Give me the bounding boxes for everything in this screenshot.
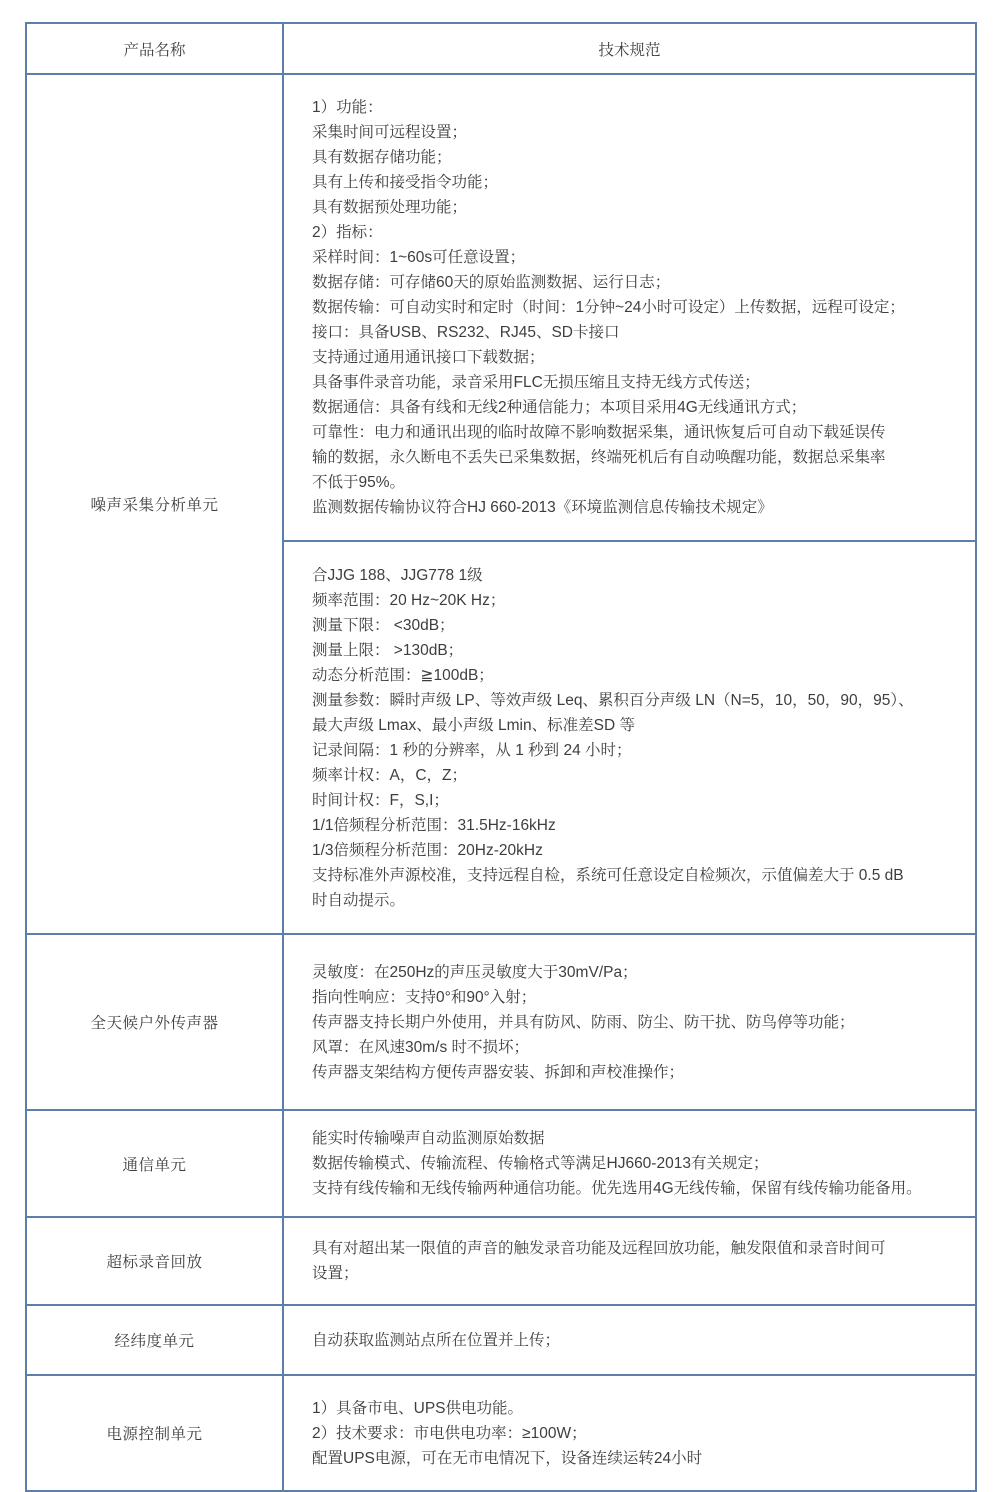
spec-text-line: 能实时传输噪声自动监测原始数据 [312,1130,545,1147]
spec-text-line: 1/1倍频程分析范围：31.5Hz-16kHz [312,816,556,834]
spec-text-line: 记录间隔：1 秒的分辨率，从 1 秒到 24 小时； [312,741,632,759]
spec-text-line: 时间计权：F，S,I； [312,791,449,809]
spec-text-line: 传声器支架结构方便传声器安装、拆卸和声校准操作； [312,1063,685,1081]
spec-text-line: 传声器支持长期户外使用，并具有防风、防雨、防尘、防干扰、防鸟停等功能； [312,1013,855,1031]
spec-text-line: 监测数据传输协议符合HJ 660-2013《环境监测信息传输技术规定》 [312,499,773,516]
table-row [26,1375,976,1491]
spec-text-line: 测量参数：瞬时声级 LP、等效声级 Leq、累积百分声级 LN（N=5，10，50，90，95）、 [312,691,914,709]
spec-text-line: 数据通信：具备有线和无线2种通信能力；本项目采用4G无线通讯方式； [312,399,807,416]
product-name-latlong-unit: 经纬度单元 [26,1305,283,1375]
header-tech-spec: 技术规范 [283,23,976,74]
spec-text-line: 设置； [312,1265,359,1282]
product-name-recording-playback: 超标录音回放 [26,1217,283,1305]
spec-cell-outdoor-microphone [283,934,976,1110]
product-name-power-control-unit: 电源控制单元 [26,1375,283,1491]
table-row [26,1305,976,1375]
spec-text-line: 输的数据，永久断电不丢失已采集数据，终端死机后有自动唤醒功能，数据总采集率 [312,449,886,466]
spec-cell-recording-playback [283,1217,976,1305]
table-row [26,1110,976,1217]
table-row [26,934,976,1110]
spec-text-line: 测量下限： <30dB； [312,616,455,634]
spec-text-line: 2）技术要求：市电供电功率：≥100W； [312,1424,587,1442]
spec-text-line: 最大声级 Lmax、最小声级 Lmin、标准差SD 等 [312,716,635,734]
spec-text-line: 灵敏度：在250Hz的声压灵敏度大于30mV/Pa； [312,963,638,981]
spec-text-line: 测量上限： >130dB； [312,641,464,659]
spec-text-line: 1）功能： [312,99,383,116]
spec-text-line: 采样时间：1~60s可任意设置； [312,249,526,266]
spec-text-line: 具有数据预处理功能； [312,199,468,216]
spec-text-line: 接口：具备USB、RS232、RJ45、SD卡接口 [312,324,620,341]
spec-cell-noise-unit-functions [283,74,976,541]
spec-text-line: 采集时间可远程设置； [312,124,468,141]
spec-text-line: 具有上传和接受指令功能； [312,174,499,191]
spec-cell-latlong-unit [283,1305,976,1375]
table-row [26,74,976,541]
spec-text-line: 具有数据存储功能； [312,149,452,166]
spec-text-line: 支持有线传输和无线传输两种通信功能。优先选用4G无线传输，保留有线传输功能备用。 [312,1180,922,1197]
spec-text-line: 可靠性：电力和通讯出现的临时故障不影响数据采集，通讯恢复后可自动下载延误传 [312,424,886,441]
spec-text-line: 风罩：在风速30m/s 时不损坏； [312,1038,530,1056]
spec-cell-power-control-unit [283,1375,976,1491]
spec-text-line: 具有对超出某一限值的声音的触发录音功能及远程回放功能，触发限值和录音时间可 [312,1240,886,1257]
spec-text-line: 频率范围：20 Hz~20K Hz； [312,591,506,609]
spec-text-line: 数据传输：可自动实时和定时（时间：1分钟~24小时可设定）上传数据，远程可设定； [312,299,905,316]
spec-text-line: 支持标准外声源校准，支持远程自检，系统可任意设定自检频次，示值偏差大于 0.5 dB [312,866,904,884]
spec-text-line: 2）指标： [312,224,383,241]
header-product-name: 产品名称 [26,23,283,74]
spec-text-line: 1）具备市电、UPS供电功能。 [312,1399,523,1417]
spec-table [25,22,977,1492]
spec-text-line: 数据存储：可存储60天的原始监测数据、运行日志； [312,274,671,291]
spec-text-line: 动态分析范围：≧100dB； [312,666,494,684]
product-name-noise-unit: 噪声采集分析单元 [26,74,283,934]
spec-text-line: 合JJG 188、JJG778 1级 [312,566,483,584]
table-header-row [26,23,976,74]
spec-cell-noise-unit-metrics [283,541,976,934]
spec-text-line: 自动获取监测站点所在位置并上传； [312,1331,561,1349]
product-name-communication-unit: 通信单元 [26,1110,283,1217]
spec-text-line: 1/3倍频程分析范围：20Hz-20kHz [312,841,543,859]
spec-text-line: 支持通过通用通讯接口下载数据； [312,349,545,366]
spec-text-line: 数据传输模式、传输流程、传输格式等满足HJ660-2013有关规定； [312,1155,769,1172]
table-row [26,1217,976,1305]
spec-text-line: 具备事件录音功能，录音采用FLC无损压缩且支持无线方式传送； [312,374,760,391]
spec-text-line: 频率计权：A，C，Z； [312,766,468,784]
spec-text-line: 配置UPS电源，可在无市电情况下，设备连续运转24小时 [312,1449,703,1467]
spec-text-line: 时自动提示。 [312,891,406,909]
spec-text-line: 不低于95%。 [312,474,406,491]
spec-text-line: 指向性响应：支持0°和90°入射； [312,988,537,1006]
product-name-outdoor-microphone: 全天候户外传声器 [26,934,283,1110]
spec-cell-communication-unit [283,1110,976,1217]
